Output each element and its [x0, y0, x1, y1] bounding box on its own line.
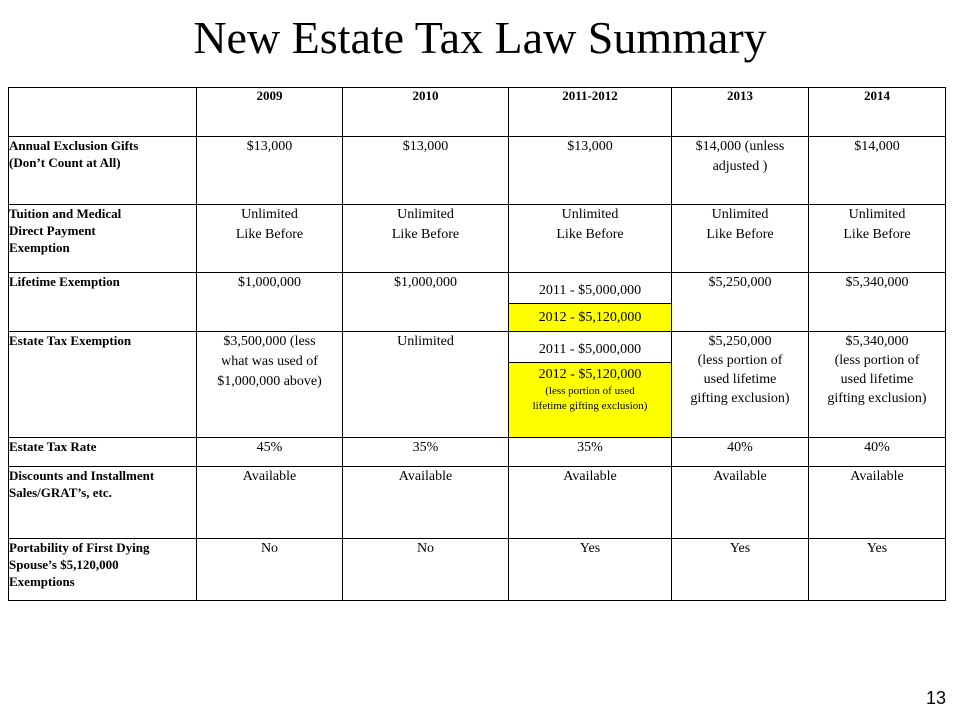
- cell-value: Yes: [672, 539, 809, 601]
- cell-value: Unlimited Like Before: [809, 205, 946, 273]
- cell-value: $5,250,000: [672, 273, 809, 332]
- cell-value: $13,000: [509, 137, 672, 205]
- highlighted-value: 2012 - $5,120,000 (less portion of used lifetime gifting exclusion): [509, 362, 671, 437]
- cell-value: $3,500,000 (less what was used of $1,000,000 above): [197, 332, 343, 438]
- cell-value: 40%: [809, 438, 946, 467]
- cell-value: Unlimited Like Before: [343, 205, 509, 273]
- cell-value: 35%: [343, 438, 509, 467]
- table-row: [9, 137, 946, 205]
- cell-value-split: [509, 273, 672, 332]
- cell-value: $5,340,000: [809, 273, 946, 332]
- table-row: [9, 205, 946, 273]
- row-header-estate-tax-exemption: Estate Tax Exemption: [9, 332, 197, 438]
- table-row: [9, 273, 946, 332]
- cell-value: Unlimited: [343, 332, 509, 438]
- cell-value: $1,000,000: [197, 273, 343, 332]
- cell-value: $1,000,000: [343, 273, 509, 332]
- cell-value: $5,340,000 (less portion of used lifetime gifting exclusion): [809, 332, 946, 438]
- table-row: [9, 438, 946, 467]
- row-header-annual-exclusion: Annual Exclusion Gifts (Don’t Count at All): [9, 137, 197, 205]
- row-header-lifetime-exemption: Lifetime Exemption: [9, 273, 197, 332]
- column-header: 2013: [672, 88, 809, 137]
- cell-value: Available: [672, 467, 809, 539]
- column-header: 2010: [343, 88, 509, 137]
- cell-value: Unlimited Like Before: [672, 205, 809, 273]
- page-number: 13: [926, 688, 947, 708]
- cell-value: Unlimited Like Before: [197, 205, 343, 273]
- column-header: 2011-2012: [509, 88, 672, 137]
- corner-cell: [9, 88, 197, 137]
- cell-value: $13,000: [197, 137, 343, 205]
- cell-value: Yes: [809, 539, 946, 601]
- table-row: [9, 467, 946, 539]
- cell-value: Available: [197, 467, 343, 539]
- row-header-discounts: Discounts and Installment Sales/GRAT’s, etc.: [9, 467, 197, 539]
- row-header-tuition-medical: Tuition and Medical Direct Payment Exemption: [9, 205, 197, 273]
- cell-value: $14,000 (unless adjusted ): [672, 137, 809, 205]
- cell-value: Yes: [509, 539, 672, 601]
- cell-value: 40%: [672, 438, 809, 467]
- cell-value: 2011 - $5,000,000: [538, 283, 642, 298]
- cell-value: $14,000: [809, 137, 946, 205]
- cell-value: No: [197, 539, 343, 601]
- cell-value: Available: [509, 467, 672, 539]
- cell-value: Available: [343, 467, 509, 539]
- row-header-portability: Portability of First Dying Spouse’s $5,120,000 Exemptions: [9, 539, 197, 601]
- row-header-estate-tax-rate: Estate Tax Rate: [9, 438, 197, 467]
- cell-value: Unlimited Like Before: [509, 205, 672, 273]
- cell-value: Available: [809, 467, 946, 539]
- table-row: [9, 332, 946, 438]
- cell-value: $13,000: [343, 137, 509, 205]
- cell-value: No: [343, 539, 509, 601]
- header-row: [9, 88, 946, 137]
- column-header: 2014: [809, 88, 946, 137]
- cell-value-split: [509, 332, 672, 438]
- cell-value: 2011 - $5,000,000: [538, 342, 642, 357]
- slide-title: New Estate Tax Law Summary: [193, 12, 767, 63]
- highlighted-value: 2012 - $5,120,000: [509, 303, 671, 331]
- cell-value: 45%: [197, 438, 343, 467]
- cell-value: 35%: [509, 438, 672, 467]
- table-row: [9, 539, 946, 601]
- column-header: 2009: [197, 88, 343, 137]
- cell-value: $5,250,000 (less portion of used lifetime gifting exclusion): [672, 332, 809, 438]
- estate-tax-summary-table: [8, 87, 946, 601]
